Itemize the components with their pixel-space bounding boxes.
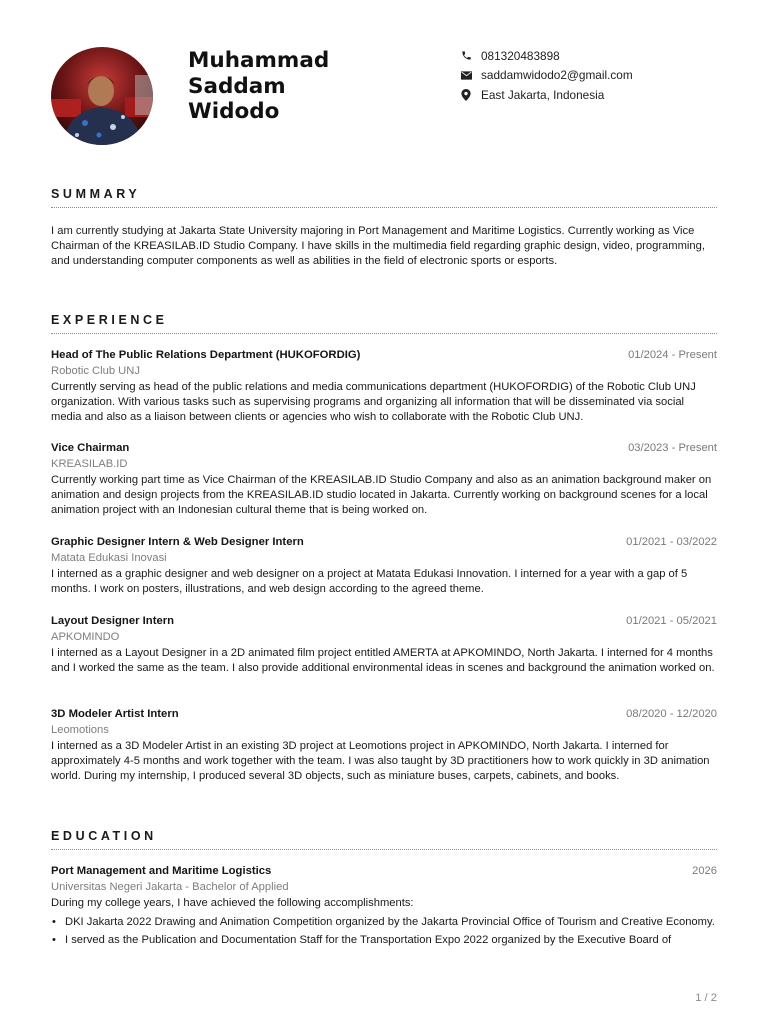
job-title: Vice Chairman [51, 442, 130, 454]
location-pin-icon [460, 89, 472, 101]
job-title: Layout Designer Intern [51, 615, 175, 627]
phone-icon [460, 50, 472, 62]
list-item: • DKI Jakarta 2022 Drawing and Animation Competition organized by the Jakarta Provincial Office of Tourism and Creative Economy. [51, 915, 717, 930]
page-number: 1 / 2 [695, 992, 717, 1004]
envelope-icon [460, 69, 472, 81]
job-description: I interned as a Layout Designer in a 2D animated film project entitled AMERTA at APKOMINDO, North Jakarta. I interned for 4 months and I worked the same as the team. I also provide additional environmental ideas in scenes and background the animation worked on. [51, 647, 715, 674]
name-line-2: Saddam [188, 73, 286, 99]
job-description: Currently serving as head of the public relations and media communications department (HUKOFORDIG) of the Robotic Club UNJ organization. With various tasks such as supervising programs and organizing all information that will be disseminated via social media and also as a liaison between clients or agencies who wish to collaborate with the Robotic Club UNJ. [51, 381, 696, 423]
experience-entry [51, 442, 717, 518]
contact-phone [460, 46, 740, 66]
experience-entry [51, 615, 717, 676]
employer-name: Leomotions [51, 724, 109, 736]
school-name: Universitas Negeri Jakarta - Bachelor of Applied [51, 881, 289, 893]
job-title: 3D Modeler Artist Intern [51, 708, 179, 720]
employer-name: APKOMINDO [51, 631, 120, 643]
graduation-year: 2026 [692, 865, 717, 877]
job-description: I interned as a graphic designer and web designer on a project at Matata Edukasi Innovation. I interned for a year with a gap of 5 months. I work on posters, illustrations, and web design according to the agreed theme. [51, 568, 688, 595]
job-description: Currently working part time as Vice Chairman of the KREASILAB.ID Studio Company and also as an animation background maker on animation and design projects from the KREASILAB.ID studio located in Jakarta. Currently working on background scenes for a local animation project with an Indonesian cultural theme that is being worked on. [51, 474, 712, 516]
accomplishment-list [51, 915, 717, 948]
section-divider [51, 207, 717, 208]
section-divider [51, 333, 717, 334]
experience-section [51, 312, 717, 792]
education-intro: During my college years, I have achieved the following accomplishments: [51, 897, 414, 909]
email-address[interactable]: saddamwidodo2@gmail.com [481, 68, 633, 83]
section-title-experience: EXPERIENCE [51, 313, 168, 327]
education-section [51, 828, 717, 978]
profile-photo [51, 47, 153, 145]
location-text: East Jakarta, Indonesia [481, 87, 605, 102]
job-dates: 01/2021 - 03/2022 [626, 536, 717, 548]
job-dates: 01/2021 - 05/2021 [626, 615, 717, 627]
section-divider [51, 849, 717, 850]
section-title-education: EDUCATION [51, 829, 157, 843]
job-title: Head of The Public Relations Department (HUKOFORDIG) [51, 349, 361, 361]
summary-text: I am currently studying at Jakarta State University majoring in Port Management and Maritime Logistics. Currently working as Vice Chairman of the KREASILAB.ID Studio Company. I have skills in the multimedia field regarding graphic design, video, programming, and understanding computer components as well as abilities in the field of electronic sports or esports. [51, 225, 705, 267]
job-description: I interned as a 3D Modeler Artist in an existing 3D project at Leomotions project in APKOMINDO, North Jakarta. I interned for approximately 4-5 months and work together with the team. I was also taught by 3D practitioners how to work quickly in 3D animation world. During my internship, I produced several 3D objects, such as miniature buses, carpets, cabinets, and books. [51, 740, 710, 782]
experience-entry [51, 349, 717, 425]
list-item: • I served as the Publication and Documentation Staff for the Transportation Expo 2022 organized by the Executive Board of [51, 933, 717, 948]
employer-name: Robotic Club UNJ [51, 365, 140, 377]
name-line-3: Widodo [188, 99, 280, 124]
phone-number[interactable]: 081320483898 [481, 48, 560, 63]
profile-photo-illustration [51, 47, 153, 145]
section-title-summary: SUMMARY [51, 187, 141, 201]
degree-program: Port Management and Maritime Logistics [51, 865, 272, 877]
employer-name: Matata Edukasi Inovasi [51, 552, 167, 564]
education-entry [51, 865, 717, 951]
contact-location [460, 85, 740, 105]
contact-email [460, 66, 740, 86]
job-dates: 03/2023 - Present [628, 442, 717, 454]
summary-section [51, 186, 717, 269]
job-dates: 08/2020 - 12/2020 [626, 708, 717, 720]
job-title: Graphic Designer Intern & Web Designer Intern [51, 536, 304, 548]
name-line-1: Muhammad [188, 48, 330, 73]
employer-name: KREASILAB.ID [51, 458, 128, 470]
experience-entry [51, 708, 717, 784]
candidate-name [188, 48, 428, 125]
experience-entry [51, 536, 717, 597]
job-dates: 01/2024 - Present [628, 349, 717, 361]
contact-block [460, 46, 740, 105]
